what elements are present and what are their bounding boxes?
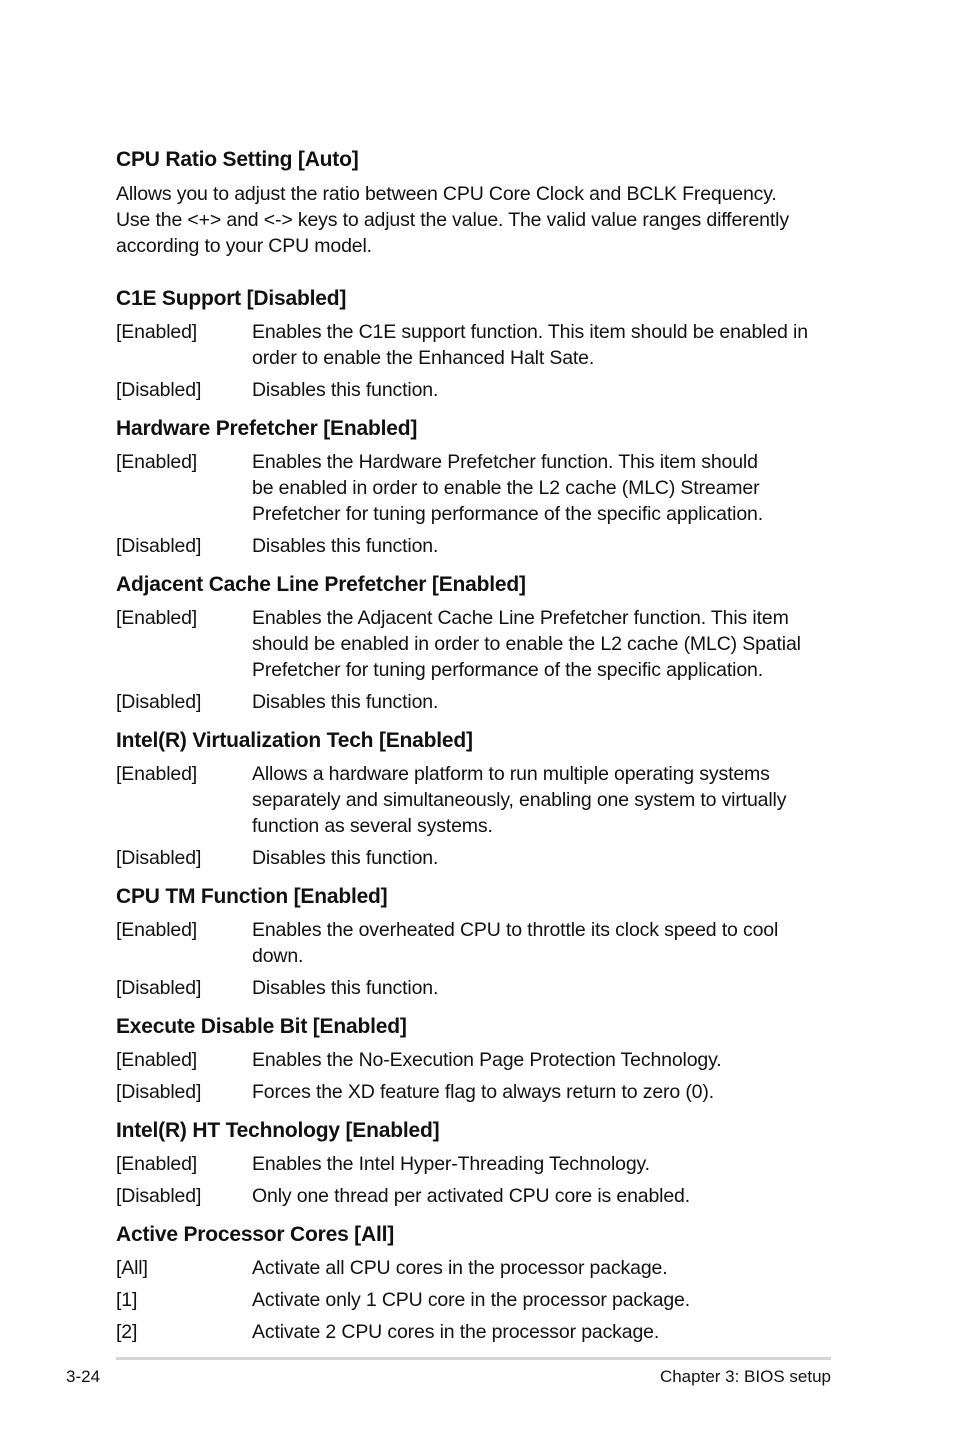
- option-description: [252, 1319, 836, 1345]
- bios-item-section: [116, 571, 836, 715]
- page-number: 3-24: [66, 1367, 101, 1386]
- section-heading: C1E Support [Disabled]: [116, 287, 347, 310]
- option-row: [116, 1047, 836, 1073]
- manual-content: [116, 146, 836, 1357]
- description-line: Enables the Hardware Prefetcher function. This item should: [252, 451, 758, 473]
- description-line: Enables the Intel Hyper-Threading Technology.: [252, 1153, 650, 1175]
- section-heading: Active Processor Cores [All]: [116, 1223, 395, 1246]
- section-heading: CPU Ratio Setting [Auto]: [116, 148, 359, 171]
- option-list: [116, 761, 836, 871]
- description-line: Activate only 1 CPU core in the processor package.: [252, 1289, 690, 1311]
- option-value: [Disabled]: [116, 1185, 202, 1207]
- option-value: [Enabled]: [116, 763, 198, 785]
- description-line: Activate all CPU cores in the processor package.: [252, 1257, 668, 1279]
- description-line: Enables the C1E support function. This item should be enabled in: [252, 321, 808, 343]
- bios-item-section: [116, 1117, 836, 1209]
- description-line: Prefetcher for tuning performance of the specific application.: [252, 659, 763, 681]
- option-value: [All]: [116, 1257, 148, 1279]
- section-heading: Intel(R) HT Technology [Enabled]: [116, 1119, 440, 1142]
- description-line: be enabled in order to enable the L2 cache (MLC) Streamer: [252, 477, 760, 499]
- option-row: [116, 1183, 836, 1209]
- description-line: Disables this function.: [252, 379, 439, 401]
- option-description: [252, 1287, 836, 1313]
- option-row: [116, 845, 836, 871]
- footer-divider: [116, 1357, 831, 1360]
- bios-item-section: [116, 285, 836, 403]
- option-value: [Disabled]: [116, 977, 202, 999]
- option-row: [116, 533, 836, 559]
- option-value: [Disabled]: [116, 535, 202, 557]
- option-description: [252, 975, 836, 1001]
- option-row: [116, 1287, 836, 1313]
- section-description: [116, 181, 836, 259]
- section-heading: Intel(R) Virtualization Tech [Enabled]: [116, 729, 473, 752]
- description-line: Disables this function.: [252, 691, 439, 713]
- option-value: [1]: [116, 1289, 138, 1311]
- option-value: [Enabled]: [116, 607, 198, 629]
- section-heading: Adjacent Cache Line Prefetcher [Enabled]: [116, 573, 526, 596]
- option-value: [Disabled]: [116, 379, 202, 401]
- section-heading: Execute Disable Bit [Enabled]: [116, 1015, 407, 1038]
- description-line: Disables this function.: [252, 977, 439, 999]
- description-line: separately and simultaneously, enabling one system to virtually: [252, 789, 787, 811]
- option-description: [252, 917, 836, 969]
- option-list: [116, 1047, 836, 1105]
- bios-item-list: [116, 285, 836, 1345]
- description-line: Enables the No-Execution Page Protection Technology.: [252, 1049, 722, 1071]
- section-heading: CPU TM Function [Enabled]: [116, 885, 388, 908]
- option-description: [252, 1183, 836, 1209]
- bios-item-section: [116, 883, 836, 1001]
- description-line: Only one thread per activated CPU core is enabled.: [252, 1185, 691, 1207]
- option-list: [116, 605, 836, 715]
- option-description: [252, 605, 836, 683]
- description-line: down.: [252, 945, 304, 967]
- option-row: [116, 449, 836, 527]
- description-line: should be enabled in order to enable the L2 cache (MLC) Spatial: [252, 633, 801, 655]
- option-value: [Enabled]: [116, 1153, 198, 1175]
- option-row: [116, 1151, 836, 1177]
- description-line: Prefetcher for tuning performance of the specific application.: [252, 503, 763, 525]
- bios-item-section: [116, 415, 836, 559]
- option-description: [252, 845, 836, 871]
- description-line: Allows a hardware platform to run multiple operating systems: [252, 763, 770, 785]
- option-value: [Disabled]: [116, 691, 202, 713]
- section-cpu-ratio-setting: [116, 146, 836, 259]
- option-description: [252, 449, 836, 527]
- option-description: [252, 377, 836, 403]
- description-line: according to your CPU model.: [116, 235, 372, 257]
- bios-item-section: [116, 1013, 836, 1105]
- option-description: [252, 1255, 836, 1281]
- bios-item-section: [116, 1221, 836, 1345]
- option-row: [116, 975, 836, 1001]
- description-line: Enables the overheated CPU to throttle its clock speed to cool: [252, 919, 779, 941]
- option-description: [252, 689, 836, 715]
- description-line: Activate 2 CPU cores in the processor package.: [252, 1321, 660, 1343]
- description-line: Disables this function.: [252, 847, 439, 869]
- option-row: [116, 1319, 836, 1345]
- description-line: Forces the XD feature flag to always return to zero (0).: [252, 1081, 714, 1103]
- description-line: Use the <+> and <-> keys to adjust the value. The valid value ranges differently: [116, 209, 789, 231]
- option-value: [Enabled]: [116, 451, 198, 473]
- option-row: [116, 1255, 836, 1281]
- option-value: [Enabled]: [116, 919, 198, 941]
- description-line: Disables this function.: [252, 535, 439, 557]
- option-row: [116, 689, 836, 715]
- option-list: [116, 449, 836, 559]
- bios-item-section: [116, 727, 836, 871]
- option-value: [2]: [116, 1321, 138, 1343]
- option-list: [116, 319, 836, 403]
- option-value: [Disabled]: [116, 1081, 202, 1103]
- chapter-title: Chapter 3: BIOS setup: [659, 1367, 831, 1386]
- option-description: [252, 533, 836, 559]
- option-list: [116, 917, 836, 1001]
- option-value: [Enabled]: [116, 321, 198, 343]
- option-row: [116, 605, 836, 683]
- option-row: [116, 761, 836, 839]
- option-row: [116, 1079, 836, 1105]
- section-heading: Hardware Prefetcher [Enabled]: [116, 417, 418, 440]
- option-row: [116, 319, 836, 371]
- option-list: [116, 1255, 836, 1345]
- option-description: [252, 319, 836, 371]
- option-description: [252, 1151, 836, 1177]
- option-row: [116, 377, 836, 403]
- option-list: [116, 1151, 836, 1209]
- option-row: [116, 917, 836, 969]
- description-line: Allows you to adjust the ratio between CPU Core Clock and BCLK Frequency.: [116, 183, 777, 205]
- description-line: Enables the Adjacent Cache Line Prefetcher function. This item: [252, 607, 789, 629]
- option-description: [252, 1079, 836, 1105]
- description-line: function as several systems.: [252, 815, 493, 837]
- option-description: [252, 761, 836, 839]
- description-line: order to enable the Enhanced Halt Sate.: [252, 347, 595, 369]
- option-value: [Enabled]: [116, 1049, 198, 1071]
- option-description: [252, 1047, 836, 1073]
- option-value: [Disabled]: [116, 847, 202, 869]
